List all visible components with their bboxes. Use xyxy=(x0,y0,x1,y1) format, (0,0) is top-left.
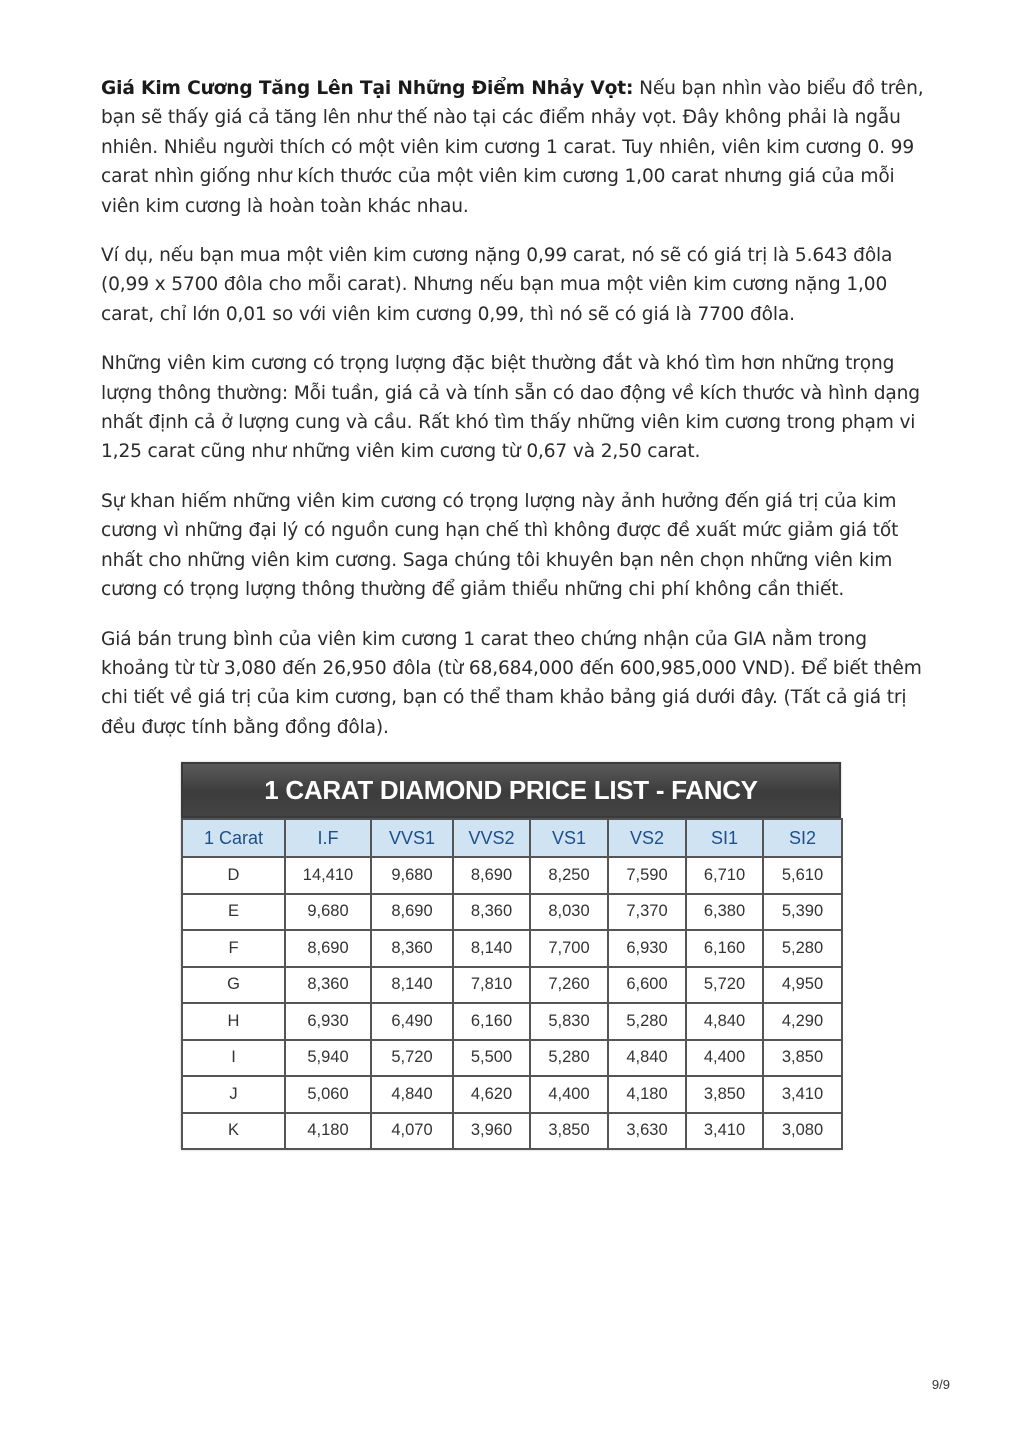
price-cell: 5,500 xyxy=(453,1040,530,1077)
column-header: VS2 xyxy=(608,819,686,857)
price-cell: 14,410 xyxy=(285,857,371,894)
price-cell: 4,290 xyxy=(763,1003,842,1040)
paragraph-2 xyxy=(101,241,927,329)
column-header: VVS2 xyxy=(453,819,530,857)
price-cell: 6,600 xyxy=(608,967,686,1004)
paragraph-lead-heading: Giá Kim Cương Tăng Lên Tại Những Điểm Nhảy Vọt: xyxy=(101,78,634,99)
price-cell: 3,630 xyxy=(608,1113,686,1150)
table-row xyxy=(182,1076,842,1113)
paragraph-text: Nếu bạn nhìn vào biểu đồ trên, bạn sẽ thấy giá cả tăng lên như thế nào tại các điểm nhảy vọt. Đây không phải là ngẫu nhiên. Nhiều người thích có một viên kim cương 1 carat. Tuy nhiên, viên kim cương 0. 99 carat nhìn giống như kích thước của một viên kim cương 1,00 carat nhưng giá của mỗi viên kim cương là hoàn toàn khác nhau. xyxy=(101,78,924,217)
color-grade-cell: I xyxy=(182,1040,285,1077)
price-cell: 6,930 xyxy=(285,1003,371,1040)
table-row xyxy=(182,930,842,967)
price-cell: 7,260 xyxy=(530,967,608,1004)
price-cell: 4,840 xyxy=(686,1003,763,1040)
table-row xyxy=(182,1040,842,1077)
price-cell: 5,390 xyxy=(763,894,842,931)
price-cell: 7,370 xyxy=(608,894,686,931)
price-cell: 4,840 xyxy=(371,1076,453,1113)
price-cell: 3,960 xyxy=(453,1113,530,1150)
paragraph-text: Sự khan hiếm những viên kim cương có trọng lượng này ảnh hưởng đến giá trị của kim cương vì những đại lý có nguồn cung hạn chế thì không được đề xuất mức giảm giá tốt nhất cho những viên kim cương. Saga chúng tôi khuyên bạn nên chọn những viên kim cương có trọng lượng thông thường để giảm thiểu những chi phí không cần thiết. xyxy=(101,490,899,601)
color-grade-cell: D xyxy=(182,857,285,894)
price-cell: 6,930 xyxy=(608,930,686,967)
price-cell: 8,030 xyxy=(530,894,608,931)
price-cell: 6,490 xyxy=(371,1003,453,1040)
price-cell: 5,280 xyxy=(763,930,842,967)
article-body xyxy=(101,74,927,762)
price-cell: 4,180 xyxy=(285,1113,371,1150)
column-header: VVS1 xyxy=(371,819,453,857)
paragraph-text: Những viên kim cương có trọng lượng đặc biệt thường đắt và khó tìm hơn những trọng lượng thông thường: Mỗi tuần, giá cả và tính sẵn có dao động về kích thước và hình dạng nhất định cả ở lượng cung và cầu. Rất khó tìm thấy những viên kim cương trong phạm vi 1,25 carat cũng như những viên kim cương từ 0,67 và 2,50 carat. xyxy=(101,353,920,463)
price-cell: 4,400 xyxy=(530,1076,608,1113)
paragraph-3 xyxy=(101,349,927,467)
price-cell: 7,700 xyxy=(530,930,608,967)
price-cell: 4,180 xyxy=(608,1076,686,1113)
price-cell: 8,360 xyxy=(453,894,530,931)
color-grade-cell: J xyxy=(182,1076,285,1113)
color-grade-cell: G xyxy=(182,967,285,1004)
price-cell: 8,690 xyxy=(453,857,530,894)
paragraph-text: Giá bán trung bình của viên kim cương 1 carat theo chứng nhận của GIA nằm trong khoảng từ từ 3,080 đến 26,950 đôla (từ 68,684,000 đến 600,985,000 VND). Để biết thêm chi tiết về giá trị của kim cương, bạn có thể tham khảo bảng giá dưới đây. (Tất cả giá trị đều được tính bằng đồng đôla). xyxy=(101,628,922,738)
price-cell: 3,850 xyxy=(763,1040,842,1077)
price-cell: 5,610 xyxy=(763,857,842,894)
price-cell: 4,400 xyxy=(686,1040,763,1077)
price-cell: 7,810 xyxy=(453,967,530,1004)
price-cell: 4,070 xyxy=(371,1113,453,1150)
price-cell: 6,380 xyxy=(686,894,763,931)
paragraph-1 xyxy=(101,74,927,221)
price-cell: 6,710 xyxy=(686,857,763,894)
price-cell: 8,140 xyxy=(453,930,530,967)
color-grade-cell: F xyxy=(182,930,285,967)
price-cell: 6,160 xyxy=(686,930,763,967)
price-cell: 8,360 xyxy=(285,967,371,1004)
price-cell: 3,410 xyxy=(686,1113,763,1150)
color-grade-cell: K xyxy=(182,1113,285,1150)
column-header: SI1 xyxy=(686,819,763,857)
page-number: 9/9 xyxy=(931,1377,950,1392)
price-cell: 5,720 xyxy=(686,967,763,1004)
table-row xyxy=(182,967,842,1004)
color-grade-cell: E xyxy=(182,894,285,931)
column-header: VS1 xyxy=(530,819,608,857)
price-cell: 8,360 xyxy=(371,930,453,967)
price-cell: 9,680 xyxy=(371,857,453,894)
table-row xyxy=(182,857,842,894)
price-cell: 7,590 xyxy=(608,857,686,894)
price-cell: 6,160 xyxy=(453,1003,530,1040)
price-table-image xyxy=(181,762,841,1150)
price-cell: 3,850 xyxy=(686,1076,763,1113)
price-cell: 8,250 xyxy=(530,857,608,894)
price-cell: 3,080 xyxy=(763,1113,842,1150)
price-cell: 3,850 xyxy=(530,1113,608,1150)
paragraph-text: Ví dụ, nếu bạn mua một viên kim cương nặng 0,99 carat, nó sẽ có giá trị là 5.643 đôla (0,99 x 5700 đôla cho mỗi carat). Nhưng nếu bạn mua một viên kim cương nặng 1,00 carat, chỉ lớn 0,01 so với viên kim cương 0,99, thì nó sẽ có giá là 7700 đôla. xyxy=(101,245,893,325)
table-row xyxy=(182,894,842,931)
price-cell: 4,840 xyxy=(608,1040,686,1077)
paragraph-4 xyxy=(101,487,927,605)
price-cell: 5,060 xyxy=(285,1076,371,1113)
price-table-title: 1 CARAT DIAMOND PRICE LIST - FANCY xyxy=(181,762,841,818)
price-cell: 8,690 xyxy=(371,894,453,931)
price-cell: 9,680 xyxy=(285,894,371,931)
column-header: 1 Carat xyxy=(182,819,285,857)
price-cell: 5,830 xyxy=(530,1003,608,1040)
price-table xyxy=(181,818,843,1150)
price-cell: 5,280 xyxy=(530,1040,608,1077)
price-table-header-row xyxy=(182,819,842,857)
price-cell: 3,410 xyxy=(763,1076,842,1113)
column-header: SI2 xyxy=(763,819,842,857)
column-header: I.F xyxy=(285,819,371,857)
table-row xyxy=(182,1003,842,1040)
table-row xyxy=(182,1113,842,1150)
price-cell: 8,690 xyxy=(285,930,371,967)
price-cell: 5,940 xyxy=(285,1040,371,1077)
price-cell: 4,620 xyxy=(453,1076,530,1113)
color-grade-cell: H xyxy=(182,1003,285,1040)
price-cell: 5,720 xyxy=(371,1040,453,1077)
paragraph-5 xyxy=(101,625,927,743)
price-cell: 5,280 xyxy=(608,1003,686,1040)
price-cell: 4,950 xyxy=(763,967,842,1004)
price-cell: 8,140 xyxy=(371,967,453,1004)
